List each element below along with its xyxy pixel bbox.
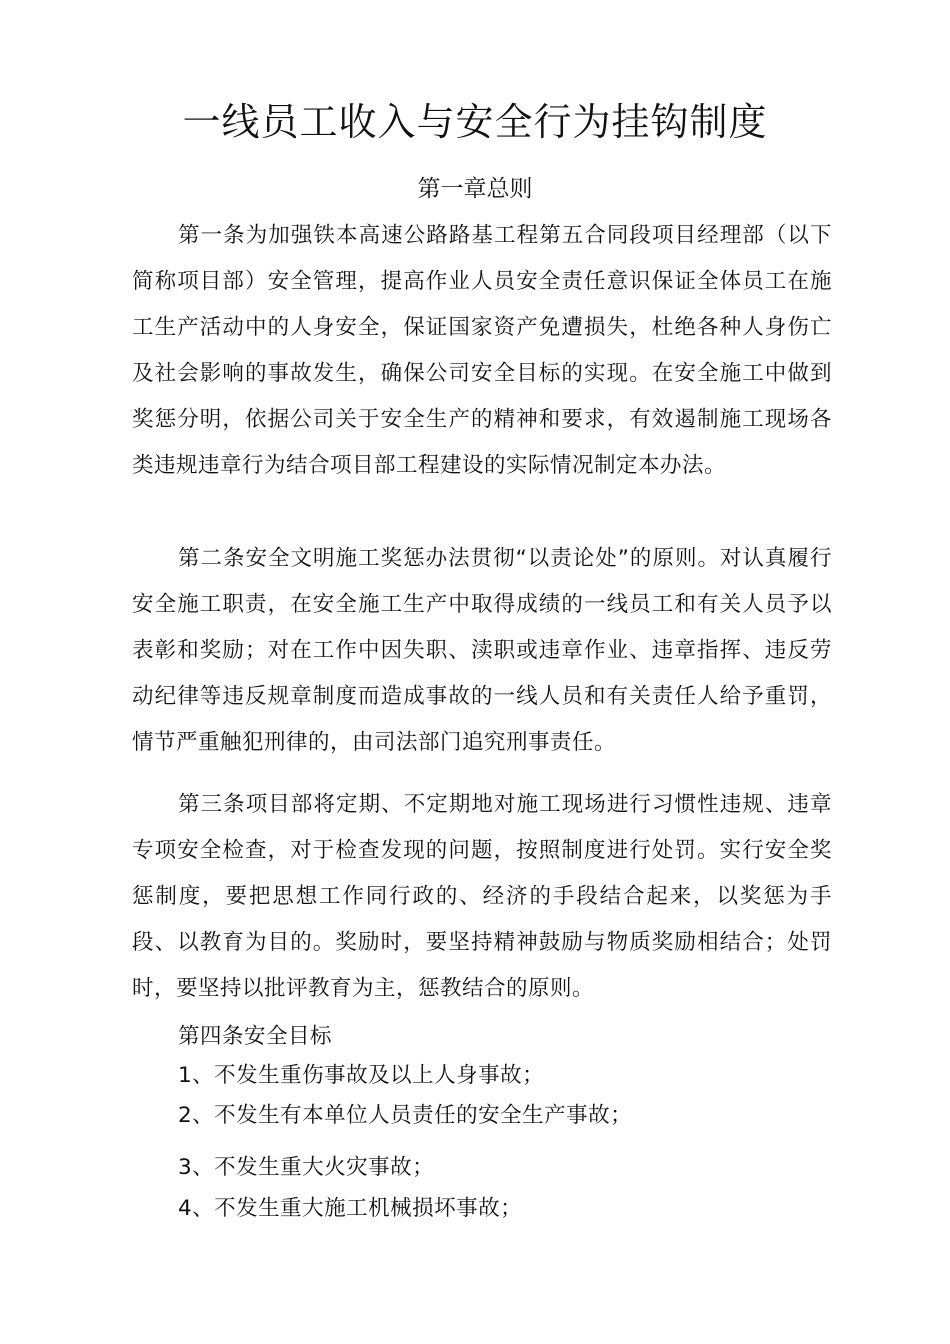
article-1-paragraph: 第一条为加强铁本高速公路路基工程第五合同段项目经理部（以下简称项目部）安全管理，提高作业人员安全责任意识保证全体员工在施工生产活动中的人身安全，保证国家资产免遭损失，杜绝各种人身伤亡及社会影响的事故发生，确保公司安全目标的实现。在安全施工中做到奖惩分明，依据公司关于安全生产的精神和要求，有效遏制施工现场各类违规违章行为结合项目部工程建设的实际情况制定本办法。	[132, 223, 832, 478]
goal-item: 1、不发生重伤事故及以上人身事故；	[178, 1063, 545, 1088]
goal-item: 3、不发生重大火灾事故；	[178, 1155, 435, 1180]
article-4-heading: 第四条安全目标	[178, 1024, 333, 1049]
goal-item: 4、不发生重大施工机械损坏事故；	[178, 1196, 523, 1221]
goal-item: 2、不发生有本单位人员责任的安全生产事故；	[178, 1103, 633, 1128]
document-title: 一线员工收入与安全行为挂钩制度	[182, 100, 768, 144]
chapter-title: 第一章总则	[417, 176, 533, 202]
article-3-paragraph: 第三条项目部将定期、不定期地对施工现场进行习惯性违规、违章专项安全检查，对于检查发现的问题，按照制度进行处罚。实行安全奖惩制度，要把思想工作同行政的、经济的手段结合起来，以奖惩为手段、以教育为目的。奖励时，要坚持精神鼓励与物质奖励相结合；处罚时，要坚持以批评教育为主，惩教结合的原则。	[132, 792, 832, 1001]
article-2-paragraph: 第二条安全文明施工奖惩办法贯彻“以责论处”的原则。对认真履行安全施工职责，在安全施工生产中取得成绩的一线员工和有关人员予以表彰和奖励；对在工作中因失职、渎职或违章作业、违章指挥、违反劳动纪律等违反规章制度而造成事故的一线人员和有关责任人给予重罚，情节严重触犯刑律的，由司法部门追究刑事责任。	[132, 546, 832, 755]
